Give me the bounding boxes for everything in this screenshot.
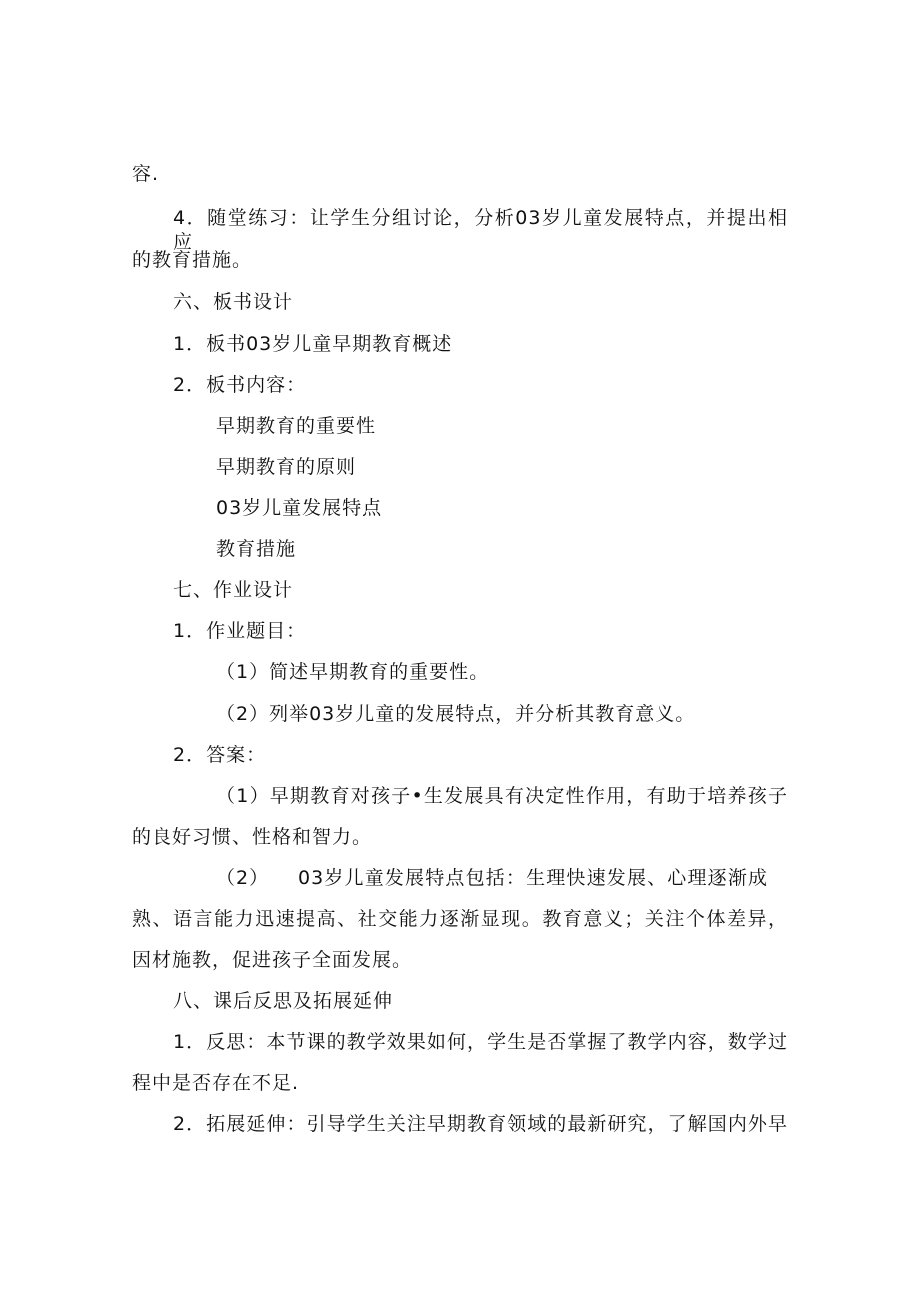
text-line: 2．板书内容： bbox=[173, 374, 307, 396]
board-item: 教育措施 bbox=[216, 538, 297, 560]
text-line: 的良好习惯、性格和智力。 bbox=[132, 826, 373, 848]
text-line: （2） bbox=[216, 867, 270, 889]
text-line: 1．反思：本节课的教学效果如何，学生是否掌握了教学内容，数学过 bbox=[173, 1031, 788, 1053]
text-line: 4．随堂练习：让学生分组讨论，分析03岁儿童发展特点，并提出相应 bbox=[173, 207, 788, 253]
section-heading: 八、课后反思及拓展延伸 bbox=[173, 990, 394, 1012]
board-item: 03岁儿童发展特点 bbox=[216, 497, 383, 519]
text-line: （2）列举03岁儿童的发展特点，并分析其教育意义。 bbox=[216, 703, 696, 725]
text-line: 熟、语言能力迅速提高、社交能力逐渐显现。教育意义；关注个体差异， bbox=[132, 908, 788, 930]
section-heading: 七、作业设计 bbox=[173, 579, 294, 601]
text-line: （1）简述早期教育的重要性。 bbox=[216, 661, 490, 683]
board-item: 早期教育的原则 bbox=[216, 456, 357, 478]
text-line: （1）早期教育对孩子•生发展具有决定性作用，有助于培养孩子 bbox=[216, 785, 788, 807]
text-line: 容. bbox=[132, 163, 160, 185]
text-line: 的教育措施。 bbox=[132, 249, 253, 271]
text-line: 2．拓展延伸：引导学生关注早期教育领域的最新研究，了解国内外早 bbox=[173, 1113, 788, 1135]
text-line: 程中是否存在不足. bbox=[132, 1072, 300, 1094]
section-heading: 六、板书设计 bbox=[173, 291, 294, 313]
text-line: 2．答案： bbox=[173, 744, 267, 766]
text-line: 1．板书03岁儿童早期教育概述 bbox=[173, 333, 453, 355]
board-item: 早期教育的重要性 bbox=[216, 415, 377, 437]
text-line: 因材施教，促进孩子全面发展。 bbox=[132, 949, 413, 971]
text-line: 1．作业题目： bbox=[173, 620, 307, 642]
text-line: 03岁儿童发展特点包括：生理快速发展、心理逐渐成 bbox=[298, 867, 768, 889]
